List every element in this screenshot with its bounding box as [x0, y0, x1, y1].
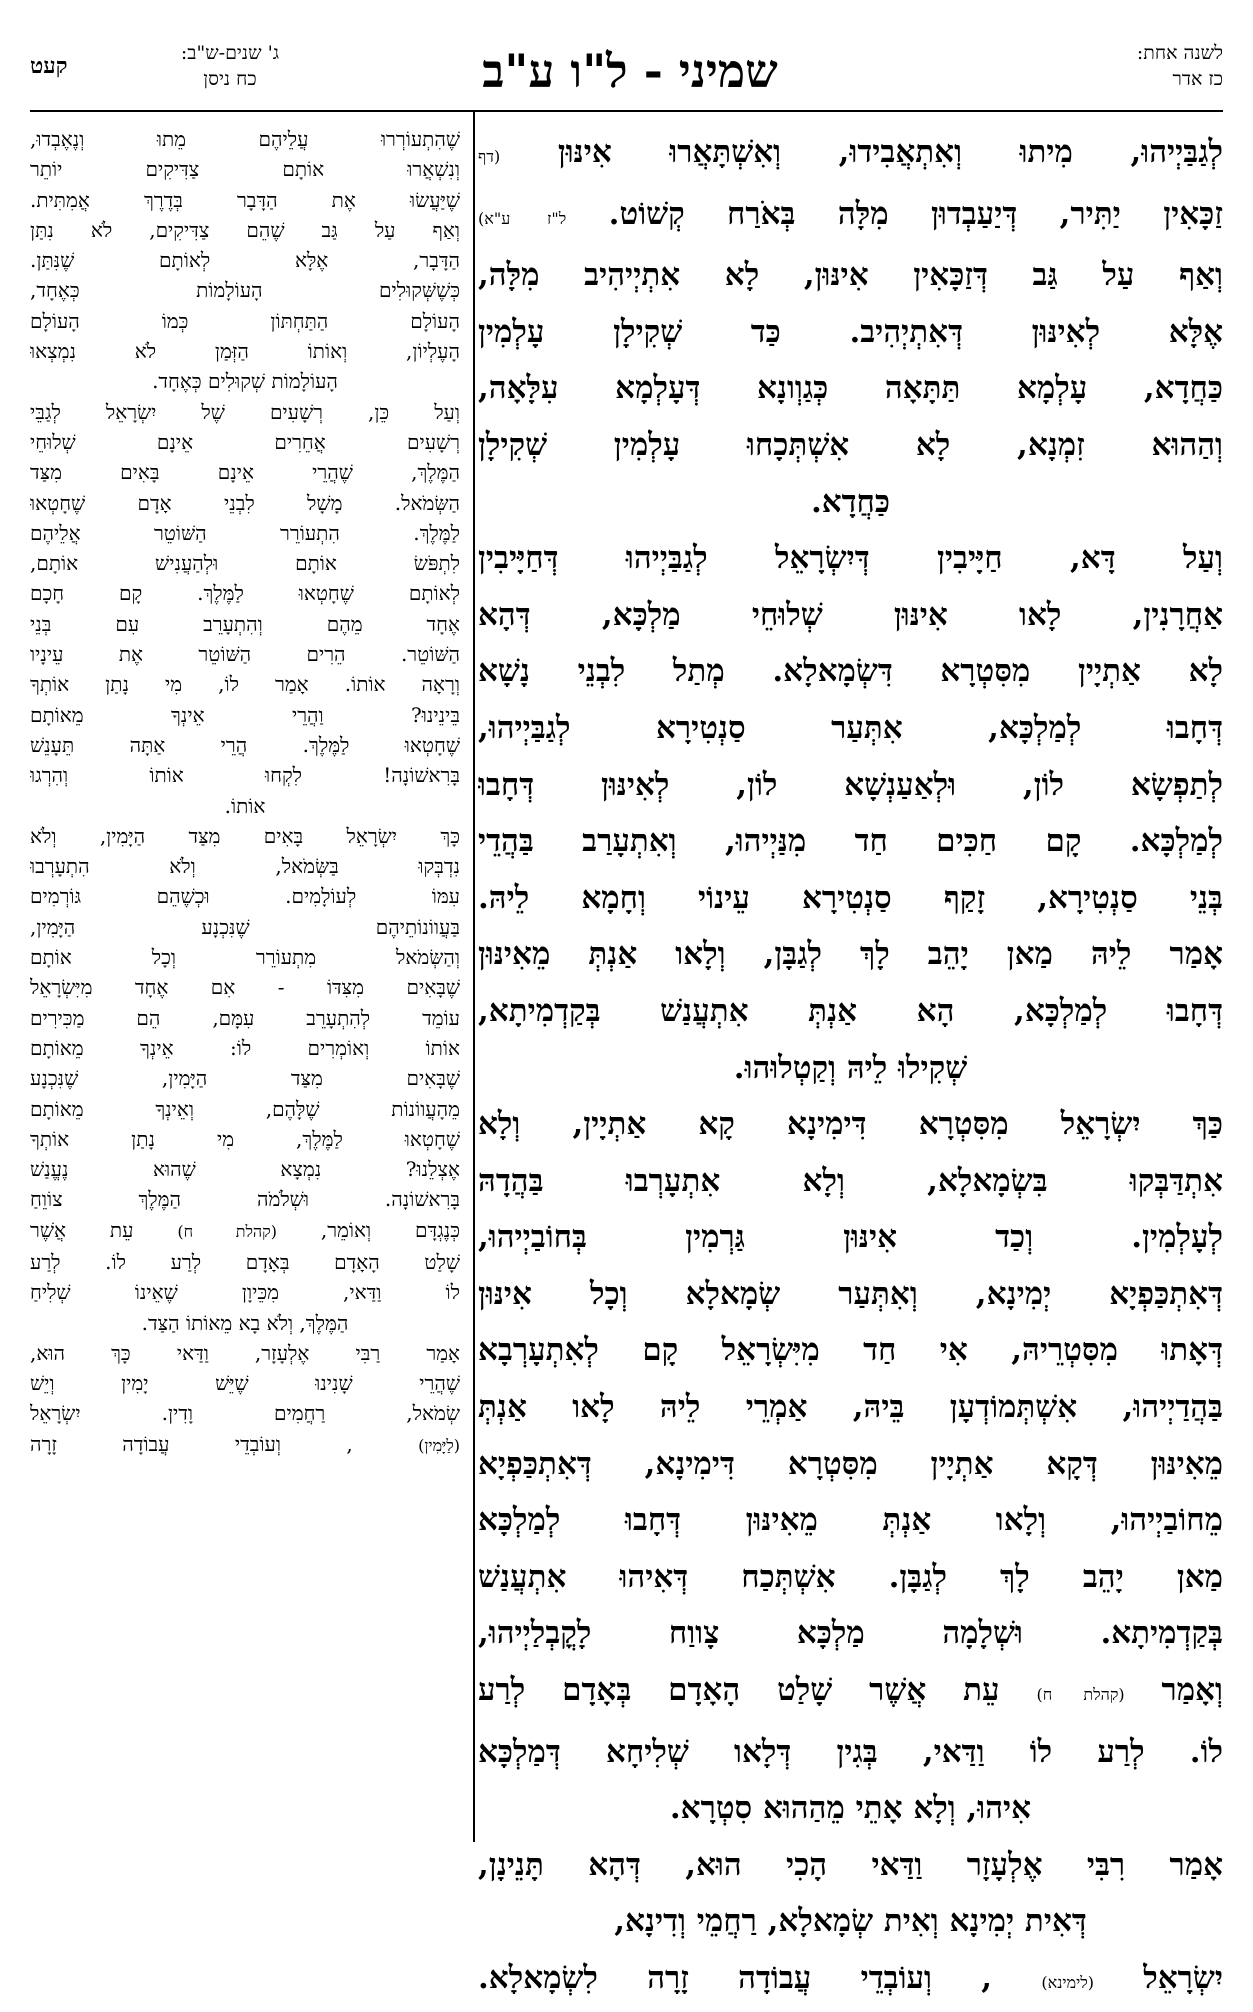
translation-line	[30, 366, 460, 396]
line-text: בְּקַדְמִיתָא. וּשְׁלָמָה מַלְכָּא צָווַח לָקֳבְלַיְיהוּ,	[478, 1615, 1223, 1652]
translation-line	[30, 821, 460, 851]
main-text-line	[478, 530, 1223, 587]
line-text: וְאַף עַל גַּב שֶׁהֵם צַדִּיקִים, לֹא נִתַּן	[30, 217, 460, 242]
line-text: דְּחָבוּ לְמַלְכָּא, הָא אַנְתְּ אִתְעֲנַשׁ בְּקַדְמִיתָא,	[478, 992, 1223, 1029]
line-text: רְשָׁעִים אֲחֵרִים אֵינָם שְׁלוּחֵי	[30, 429, 460, 454]
line-text: לְאוֹתָם שֶׁחָטְאוּ לַמֶּלֶךְ. קָם חָכָם	[30, 581, 460, 606]
line-text: אֶחָד מֵהֶם וְהִתְעָרֵב עִם בְּנֵי	[30, 611, 460, 636]
translation-line	[30, 881, 460, 911]
line-text: הָעוֹלָם הַתַּחְתּוֹן כְּמוֹ הָעוֹלָם	[30, 308, 460, 333]
line-text: וְהַשְּׂמֹאל מִתְעוֹרֵר וְכָל אוֹתָם	[30, 945, 460, 970]
header-date-left: כח ניסן	[203, 68, 257, 90]
translation-line	[30, 1154, 460, 1184]
main-text-line	[478, 247, 1223, 304]
translation-line	[30, 730, 460, 760]
line-text: לוֹ. לְרַע לוֹ וַדַּאי, בְּגִין דְּלָאו שְׁלִיחָא דְּמַלְכָּא	[478, 1733, 1223, 1770]
line-text: אָמַר רִבִּי אֶלְעָזָר וַדַּאי הָכִי הוּא, דְּהָא תָּנֵינָן,	[478, 1846, 1223, 1883]
translation-line	[30, 1338, 460, 1368]
line-text: בַּעֲווֹנוֹתֵיהֶם שֶׁנִּכְנָע הַיָּמִין,	[30, 914, 460, 939]
translation-line	[30, 1398, 460, 1428]
line-text: הָעוֹלָמוֹת שְׁקוּלִים כְּאֶחָד.	[152, 369, 338, 394]
main-text-line	[478, 1724, 1223, 1781]
line-text: אִיהוּ, וְלָא אָתֵי מֵהַהוּא סִטְרָא.	[669, 1790, 1032, 1827]
main-text-line	[478, 700, 1223, 757]
line-text: יִשְׂרָאֵל	[1143, 1960, 1223, 1996]
translation-line	[30, 700, 460, 730]
line-text: שֶׁהֲרֵי שָׁנִינוּ שֶׁיֵּשׁ יָמִין וְיֵשׁ	[30, 1371, 460, 1396]
translation-line	[30, 548, 460, 578]
translation-line	[30, 245, 460, 275]
line-text: וְהַהוּא זִמְנָא, לָא אִשְׁתְּכָחוּ עָלְמִין שְׁקִילָן	[478, 426, 1223, 463]
line-text: וְרָאָה אוֹתוֹ. אָמַר לוֹ, מִי נָתַן אוֹתְךָ	[30, 672, 460, 697]
header-left	[125, 40, 335, 92]
translation-line	[30, 1215, 460, 1247]
line-text: הַשּׁוֹטֵר. הֵרִים הַשּׁוֹטֵר אֶת עֵינָיו	[30, 642, 460, 667]
line-text: לְתַפְשָׂא לוֹן, וּלְאַעַנְשָׁא לוֹן, לְאִינּוּן דְּחָבוּ	[478, 766, 1223, 803]
line-text: כַּחֲדָא, עָלְמָא תַּתָּאָה כְּגַוְונָא דְּעָלְמָא עִלָּאָה,	[478, 370, 1223, 407]
line-text: בַּהֲדַיְיהוּ, אִשְׁתְּמוֹדְעָן בֵּיהּ, אַמְרֵי לֵיהּ לָאו אַנְתְּ	[478, 1389, 1223, 1426]
main-text-line	[478, 417, 1223, 474]
main-text-line	[478, 643, 1223, 700]
source-reference: (לַיָּמִין)	[418, 1435, 460, 1455]
translation-line	[30, 215, 460, 245]
page-header	[30, 40, 1223, 110]
translation-line	[30, 1184, 460, 1214]
translation-line	[30, 609, 460, 639]
line-text: מַאן יָהֵב לָךְ לְגַבָּן. אִשְׁתְּכַח דְּאִיהוּ אִתְעֲנַשׁ	[478, 1558, 1223, 1595]
line-text: אוֹתוֹ.	[224, 793, 266, 818]
line-text: כַּחֲדָא.	[810, 483, 891, 520]
translation-line	[30, 1033, 460, 1063]
main-text-line	[478, 1837, 1223, 1894]
line-text: לְגַבַּיְיהוּ, מִיתוּ וְאִתְאֲבִידוּ, וְאִשְׁתָּאֲרוּ אִינּוּן	[557, 134, 1223, 170]
main-text-line	[478, 1322, 1223, 1379]
main-text-line	[478, 1662, 1223, 1724]
line-text: הַדָּבָר, אֶלָּא לְאוֹתָם שֶׁנִּתַּן.	[30, 248, 460, 273]
line-text: אִתְדַּבְּקוּ בִּשְׂמָאלָא, וְלָא אִתְעָרְבוּ בַּהֲדָהּ	[478, 1162, 1223, 1199]
line-text-continued: , וְעוֹבְדֵי עֲבוֹדָה זָרָה	[30, 1431, 353, 1456]
line-text: וְעַל דָּא, חַיָּיבִין דְּיִשְׂרָאֵל לְגַבַּיְיהוּ דְּחַיָּיבִין	[478, 540, 1223, 577]
page-title: שמיני - ל"ו ע"ב	[482, 44, 778, 98]
translation-line	[30, 185, 460, 215]
translation-line	[30, 1003, 460, 1033]
line-text: אוֹתוֹ וְאוֹמְרִים לוֹ: אֵינְךָ מֵאוֹתָם	[30, 1035, 460, 1060]
translation-line	[30, 124, 460, 154]
line-text: מֵאִינּוּן דְּקָא אַתְיָין מִסִּטְרָא דִּימִינָא, דְּאִתְכַּפְיָא	[478, 1445, 1223, 1482]
header-study-plan: לשנה אחת:	[1136, 42, 1223, 64]
main-text-line	[478, 304, 1223, 361]
main-text-line	[478, 1096, 1223, 1153]
main-text-line	[478, 1950, 1223, 2012]
line-text: מֵחוֹבַיְיהוּ, וְלָאו אַנְתְּ מֵאִינּוּן דְּחָבוּ לְמַלְכָּא	[478, 1502, 1223, 1539]
main-text-line	[478, 870, 1223, 927]
line-text: לָא אַתְיָין מִסִּטְרָא דִּשְׂמָאלָא. מְתַל לִבְנֵי נָשָׁא	[478, 653, 1223, 690]
translation-line	[30, 488, 460, 518]
main-text-line	[478, 1266, 1223, 1323]
main-text-line	[478, 1893, 1223, 1950]
line-text: דְּאִית יְמִינָא וְאִית שְׂמָאלָא, רַחֲמֵי וְדִינָא,	[614, 1903, 1087, 1940]
main-text-line	[478, 1492, 1223, 1549]
line-text: שָׁלַט הָאָדָם בְּאָדָם לְרַע לוֹ. לְרַע	[30, 1249, 460, 1274]
translation-line	[30, 639, 460, 669]
translation-line	[30, 1094, 460, 1124]
line-text: וְעַל כֵּן, רְשָׁעִים שֶׁל יִשְׂרָאֵל לְגַבֵּי	[30, 399, 460, 424]
page-number: קעט	[30, 53, 68, 79]
line-text: בָּרִאשׁוֹנָה! לִקְחוּ אוֹתוֹ וְהִרְגוּ	[30, 763, 460, 788]
translation-line	[30, 912, 460, 942]
line-text: לִתְפֹּשׂ אוֹתָם וּלְהַעֲנִישׁ אוֹתָם,	[30, 551, 460, 576]
source-reference: (קהלת ח)	[177, 1221, 277, 1241]
header-divider	[30, 110, 1223, 112]
translation-line	[30, 669, 460, 699]
main-text-line	[478, 1549, 1223, 1606]
translation-line	[30, 578, 460, 608]
main-text-line	[478, 926, 1223, 983]
line-text: אֶצְלֵנוּ? נִמְצָא שֶׁהוּא נֶעֱנַשׁ	[30, 1157, 460, 1182]
line-text: הַמֶּלֶךְ, שֶׁהֲרֵי אֵינָם בָּאִים מִצַּד	[30, 460, 460, 485]
translation-line	[30, 1247, 460, 1277]
line-text: עוֹמֵד לְהִתְעָרֵב עִמָּם, הֵם מַכִּירִים	[30, 1005, 460, 1030]
translation-line	[30, 1368, 460, 1398]
line-text: עִמּוֹ לְעוֹלָמִים. וּכְשֶׁהֵם גּוֹרְמִים	[30, 884, 460, 909]
line-text: שֶׁחָטְאוּ לַמֶּלֶךְ, מִי נָתַן אוֹתְךָ	[30, 1126, 460, 1151]
line-text: אָמַר לֵיהּ מַאן יָהֵב לָךְ לְגַבָּן, וְלָאו אַנְתְּ מֵאִינּוּן	[478, 936, 1223, 973]
line-text: בֵּינֵינוּ? וַהֲרֵי אֵינְךָ מֵאוֹתָם	[30, 702, 460, 727]
translation-line	[30, 306, 460, 336]
line-text: שֶׁחָטְאוּ לַמֶּלֶךְ. הֲרֵי אַתָּה תֵּעָנֵשׁ	[30, 732, 460, 757]
line-text: אַחֲרָנִין, לָאו אִינּוּן שְׁלוּחֵי מַלְכָּא, דְּהָא	[478, 596, 1223, 633]
translation-line	[30, 1277, 460, 1307]
line-text: לַמֶּלֶךְ. הִתְעוֹרֵר הַשּׁוֹטֵר אֲלֵיהֶם	[30, 520, 460, 545]
main-text-line	[478, 1153, 1223, 1210]
translation-line	[30, 1124, 460, 1154]
main-text-line	[478, 1436, 1223, 1493]
translation-line	[30, 1429, 460, 1461]
line-text: הָעֶלְיוֹן, וְאוֹתוֹ הַזְּמַן לֹא נִמְצְאוּ	[30, 339, 460, 364]
line-text: שֶׁבָּאִים מִצִּדּוֹ - אִם אֶחָד מִיִּשְׂרָאֵל	[30, 975, 460, 1000]
main-text-line	[478, 1040, 1223, 1097]
line-text: כְּשֶׁשְּׁקוּלִים הָעוֹלָמוֹת כְּאֶחָד,	[30, 278, 460, 303]
line-text: הַמֶּלֶךְ, וְלֹא בָא מֵאוֹתוֹ הַצַּד.	[141, 1310, 349, 1335]
main-text-line	[478, 124, 1223, 186]
line-text: שֶׁיַּעֲשׂוּ אֶת הַדָּבָר בְּדֶרֶךְ אֲמִתִּית.	[30, 187, 460, 212]
translation-line	[30, 851, 460, 881]
line-text: לוֹ וַדַּאי, מִכֵּיוָן שֶׁאֵינוֹ שְׁלִיחַ	[30, 1280, 460, 1305]
line-text: שֶׁבָּאִים מִצַּד הַיָּמִין, שֶׁנִּכְנָע	[30, 1066, 460, 1091]
translation-line	[30, 1308, 460, 1338]
line-text: כְּנֶגְדָּם וְאוֹמֵר,	[320, 1217, 460, 1242]
header-study-plan-2: ג' שנים-ש"ב:	[180, 42, 280, 64]
translation-line	[30, 791, 460, 821]
line-text-continued: עֵת אֲשֶׁר שָׁלַט הָאָדָם בְּאָדָם לְרַע	[478, 1672, 1000, 1709]
header-right	[983, 40, 1223, 92]
main-text-column	[478, 124, 1223, 2012]
main-text-line	[478, 186, 1223, 248]
line-text: דְּאִתְכַּפְיָא יְמִינָא, וְאִתְּעַר שְׂמָאלָא וְכָל אִינּוּן	[478, 1275, 1223, 1312]
line-text: זַכָּאִין יַתִּיר, דְּיַעַבְדוּן מִלָּה בְּאֹרַח קְשׁוֹט.	[608, 195, 1223, 232]
line-text: בְּנֵי סַנְטִירָא, זָקַף סַנְטִירָא עֵינוֹי וְחָמָא לֵיהּ.	[478, 879, 1223, 916]
line-text: דְּאָתוּ מִסִּטְרֵיהּ, אִי חַד מִיִּשְׂרָאֵל קָם לְאִתְעָרְבָא	[478, 1332, 1223, 1369]
line-text: הַשְּׂמֹאל. מָשָׁל לִבְנֵי אָדָם שֶׁחָטְאוּ	[30, 490, 460, 515]
header-date-right: כז אדר	[1172, 68, 1223, 90]
translation-line	[30, 942, 460, 972]
main-text-line	[478, 474, 1223, 531]
line-text: אֶלָּא לְאִינּוּן דְּאִתְיְהִיב. כַּד שְׁקִילָן עָלְמִין	[478, 313, 1223, 350]
main-text-line	[478, 757, 1223, 814]
line-text: מֵהָעֲווֹנוֹת שֶׁלָּהֶם, וְאֵינְךָ מֵאוֹתָם	[30, 1096, 460, 1121]
main-text-line	[478, 983, 1223, 1040]
translation-column	[30, 124, 460, 1461]
main-text-line	[478, 1379, 1223, 1436]
translation-line	[30, 427, 460, 457]
line-text: שְׁקִילוּ לֵיהּ וְקַטְלוּהוּ.	[733, 1049, 968, 1086]
main-text-line	[478, 360, 1223, 417]
source-reference: ל"ז ע"א)	[478, 208, 567, 228]
column-divider	[473, 112, 475, 1842]
line-text: כַּךְ יִשְׂרָאֵל מִסִּטְרָא דִּימִינָא קָא אַתְיָין, וְלָא	[478, 1106, 1223, 1143]
line-text: שֶׁהִתְעוֹרְרוּ עֲלֵיהֶם מֵתוּ וְנֶאֶבְדוּ,	[30, 127, 460, 151]
line-text: כָּךְ יִשְׂרָאֵל בָּאִים מִצַּד הַיָּמִין, וְלֹא	[30, 823, 460, 848]
source-reference: (קהלת ח)	[1036, 1685, 1125, 1705]
translation-line	[30, 518, 460, 548]
translation-line	[30, 154, 460, 184]
line-text: לְמַלְכָּא. קָם חַכִּים חַד מִנַּיְיהוּ, וְאִתְעָרַב בַּהֲדֵי	[478, 823, 1223, 860]
line-text: לְעָלְמִין. וְכַד אִינּוּן גַּרְמִין בְּחוֹבַיְיהוּ,	[478, 1219, 1223, 1256]
translation-line	[30, 972, 460, 1002]
translation-line	[30, 1063, 460, 1093]
line-text-continued: עֵת אֲשֶׁר	[30, 1217, 134, 1242]
source-reference: (לימינא)	[1041, 1973, 1094, 1992]
main-text-line	[478, 587, 1223, 644]
line-text: וְאַף עַל גַּב דְּזַכָּאִין אִינּוּן, לָא אִתְיְיהִיב מִלָּה,	[478, 257, 1223, 294]
translation-line	[30, 397, 460, 427]
line-text: שְׂמֹאל, רַחֲמִים וָדִין. יִשְׂרָאֵל	[30, 1401, 460, 1426]
main-text-line	[478, 1780, 1223, 1837]
line-text: דְּחָבוּ לְמַלְכָּא, אִתְּעַר סַנְטִירָא לְגַבַּיְיהוּ,	[478, 709, 1223, 746]
line-text: בָּרִאשׁוֹנָה. וּשְׁלֹמֹה הַמֶּלֶךְ צוֹוֵחַ	[30, 1187, 460, 1212]
line-text-continued: , וְעוֹבְדֵי עֲבוֹדָה זָרָה לִשְׂמָאלָא.	[478, 1960, 993, 1996]
translation-line	[30, 760, 460, 790]
line-text: אָמַר רַבִּי אֶלְעָזָר, וַדַּאי כָּךְ הוּא,	[30, 1340, 460, 1365]
translation-line	[30, 457, 460, 487]
main-text-line	[478, 1605, 1223, 1662]
line-text: נִדְבְּקוּ בַּשְּׂמֹאל, וְלֹא הִתְעָרְבוּ	[30, 854, 460, 879]
main-text-line	[478, 813, 1223, 870]
source-reference: (דף	[478, 147, 501, 166]
line-text: וְאָמַר	[1161, 1672, 1223, 1709]
translation-line	[30, 275, 460, 305]
translation-line	[30, 336, 460, 366]
main-text-line	[478, 1209, 1223, 1266]
line-text: וְנִשְׁאֲרוּ אוֹתָם צַדִּיקִים יוֹתֵר	[30, 157, 460, 182]
